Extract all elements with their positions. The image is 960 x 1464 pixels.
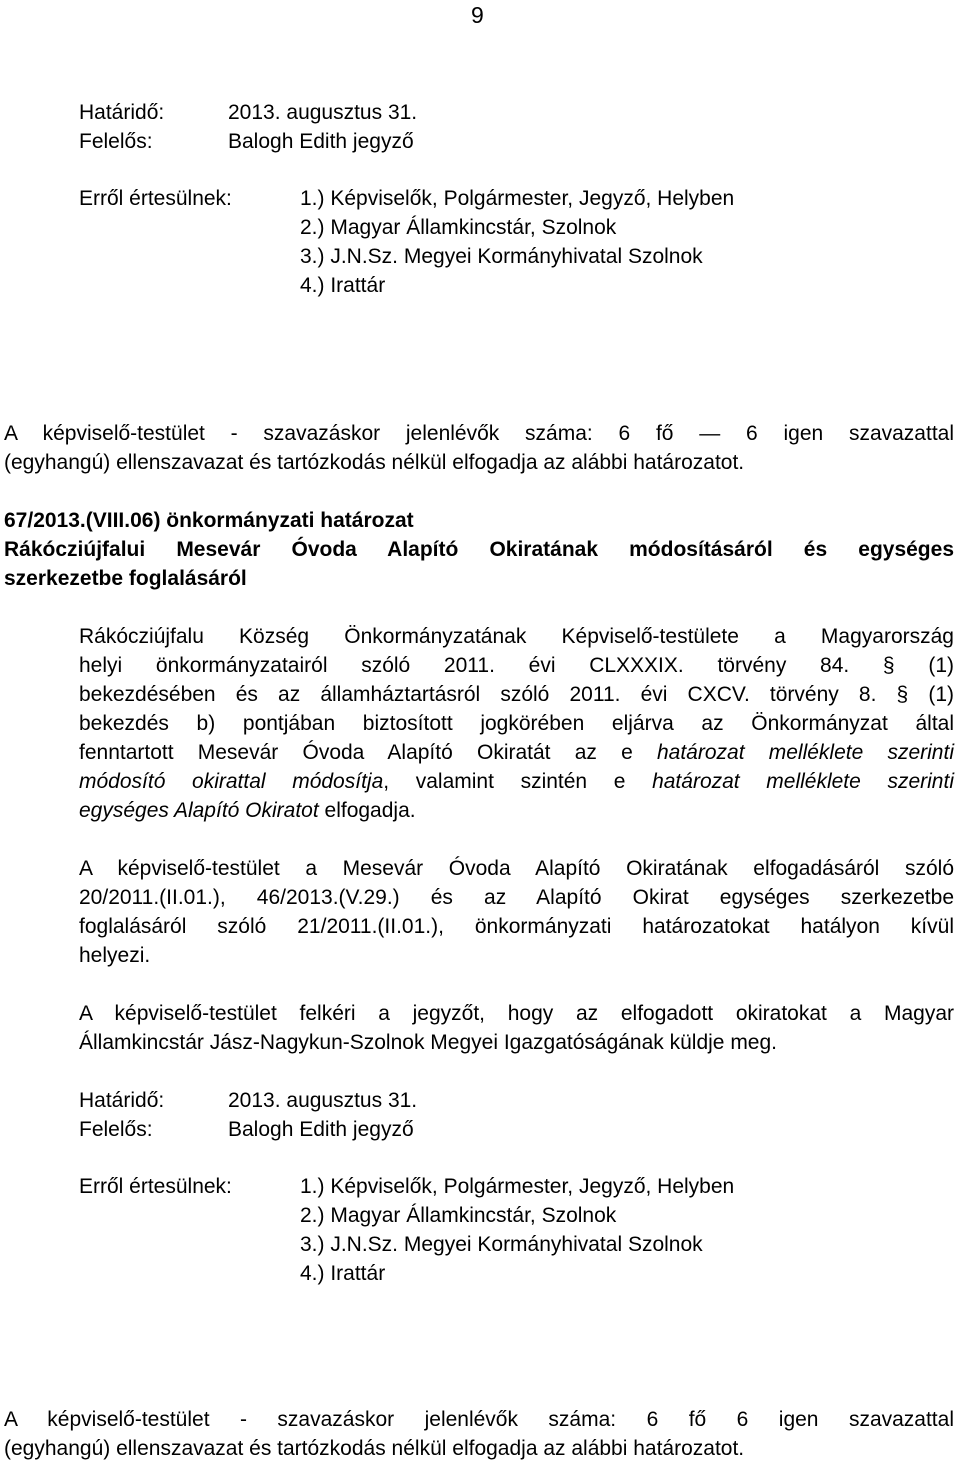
notify-item: 4.) Irattár <box>300 274 386 297</box>
paragraph-text: , valamint szintén e <box>383 770 653 793</box>
notify-item: 3.) J.N.Sz. Megyei Kormányhivatal Szolnok <box>300 1233 703 1256</box>
paragraph-line: bekezdésében és az államháztartásról szóló 2011. évi CXCV. törvény 8. § (1) <box>79 683 954 706</box>
responsible-label: Felelős: <box>79 1118 153 1141</box>
deadline-label: Határidő: <box>79 1089 165 1112</box>
resolution-title-line-2: szerkezetbe foglalásáról <box>4 567 247 590</box>
notify-item: 1.) Képviselők, Polgármester, Jegyző, Helyben <box>300 1175 735 1198</box>
vote-line: (egyhangú) ellenszavazat és tartózkodás nélkül elfogadja az alábbi határozatot. <box>4 1437 745 1460</box>
paragraph-italic-text: határozat melléklete szerinti <box>656 741 954 764</box>
paragraph-line: helyezi. <box>79 944 151 967</box>
paragraph-italic-text: egységes Alapító Okiratot <box>79 799 319 822</box>
notify-item: 1.) Képviselők, Polgármester, Jegyző, Helyben <box>300 187 735 210</box>
vote-line: A képviselő-testület - szavazáskor jelenlévők száma: 6 fő 6 igen szavazattal <box>4 1408 954 1431</box>
paragraph-text: fenntartott Mesevár Óvoda Alapító Okiratát az e <box>79 741 657 764</box>
notify-label: Erről értesülnek: <box>79 187 232 210</box>
paragraph-italic-text: határozat melléklete szerinti <box>652 770 954 793</box>
notify-item: 4.) Irattár <box>300 1262 386 1285</box>
notify-item: 2.) Magyar Államkincstár, Szolnok <box>300 216 617 239</box>
deadline-label: Határidő: <box>79 101 165 124</box>
paragraph-line: Államkincstár Jász-Nagykun-Szolnok Megyei Igazgatóságának küldje meg. <box>79 1031 778 1054</box>
notify-item: 3.) J.N.Sz. Megyei Kormányhivatal Szolnok <box>300 245 703 268</box>
paragraph-line: bekezdés b) pontjában biztosított jogkörében eljárva az Önkormányzat által <box>79 712 954 735</box>
notify-label: Erről értesülnek: <box>79 1175 232 1198</box>
page-number: 9 <box>471 2 484 28</box>
paragraph-line: Rákócziújfalu Község Önkormányzatának Képviselő-testülete a Magyarország <box>79 625 954 648</box>
paragraph-line <box>79 798 416 824</box>
vote-line: (egyhangú) ellenszavazat és tartózkodás nélkül elfogadja az alábbi határozatot. <box>4 451 745 474</box>
resolution-number: 67/2013.(VIII.06) önkormányzati határozat <box>4 509 414 532</box>
notify-item: 2.) Magyar Államkincstár, Szolnok <box>300 1204 617 1227</box>
paragraph-line: foglalásáról szóló 21/2011.(II.01.), önkormányzati határozatokat hatályon kívül <box>79 915 954 938</box>
deadline-value: 2013. augusztus 31. <box>228 101 418 124</box>
paragraph-italic-text: módosító okirattal módosítja <box>79 770 384 793</box>
paragraph-line <box>79 769 954 795</box>
vote-line: A képviselő-testület - szavazáskor jelenlévők száma: 6 fő — 6 igen szavazattal <box>4 422 954 445</box>
paragraph-line: 20/2011.(II.01.), 46/2013.(V.29.) és az Alapító Okirat egységes szerkezetbe <box>79 886 954 909</box>
deadline-value: 2013. augusztus 31. <box>228 1089 418 1112</box>
paragraph-line: A képviselő-testület felkéri a jegyzőt, hogy az elfogadott okiratokat a Magyar <box>79 1002 954 1025</box>
resolution-title-line-1: Rákócziújfalui Mesevár Óvoda Alapító Okiratának módosításáról és egységes <box>4 538 954 561</box>
paragraph-line <box>79 740 954 766</box>
paragraph-text: elfogadja. <box>318 799 416 822</box>
paragraph-line: A képviselő-testület a Mesevár Óvoda Alapító Okiratának elfogadásáról szóló <box>79 857 954 880</box>
responsible-label: Felelős: <box>79 130 153 153</box>
responsible-value: Balogh Edith jegyző <box>228 130 414 153</box>
paragraph-line: helyi önkormányzatairól szóló 2011. évi CLXXXIX. törvény 84. § (1) <box>79 654 954 677</box>
responsible-value: Balogh Edith jegyző <box>228 1118 414 1141</box>
